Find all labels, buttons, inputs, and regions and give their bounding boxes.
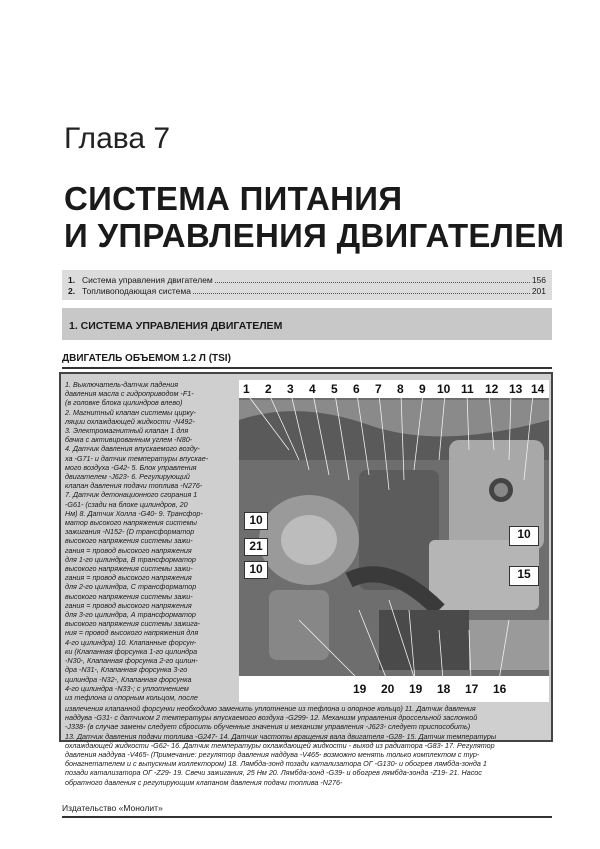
toc-entry[interactable] [62,274,552,285]
description-line: гания = провод высокого напряжения [65,573,192,583]
callout-number: 18 [437,682,451,696]
side-callout: 10 [244,512,268,530]
description-line: Нм) 8. Датчик Холла -G40- 9. Трансфор- [65,508,203,518]
side-callout: 21 [244,538,268,556]
table-of-contents [62,270,552,300]
footer-divider [62,816,552,818]
toc-entry-label: Топливоподающая система [82,286,191,296]
description-line: 4-го цилиндра) 10. Клапанные форсун- [65,637,197,647]
callout-number: 5 [331,382,338,396]
description-line: гания = провод высокого напряжения [65,600,192,610]
component-description [65,380,239,702]
toc-entry-number: 1. [68,275,76,285]
callout-number: 4 [309,382,316,396]
callout-number: 16 [493,682,507,696]
description-line: ки (Клапанная форсунка 1-го цилиндра [65,646,198,656]
description-line: обратного давления с регулирующим клапаном давления подачи топлива -N276- [65,777,343,787]
description-line: зажигания -N152- (D трансформатор [65,527,195,537]
callout-number: 7 [375,382,382,396]
description-line: (в головке блока цилиндров влево) [65,398,183,408]
description-line: двигателем -J623- 6. Регулирующий [65,472,190,482]
callout-number: 6 [353,382,360,396]
callout-number: 17 [465,682,479,696]
description-line: бонагнетателем и с выпускным коллектором) 18. Лямбда-зонд позади катализатора ОГ -G130- и обогрев лямбда-зонда 1 [65,759,487,769]
description-line: для 2-го цилиндра, С трансформатор [65,582,197,592]
description-line: цилиндра -N32-, Клапанная форсунка [65,674,192,684]
description-line: 13. Датчик давления подачи топлива -G247- 14. Датчик частоты вращения вала двигателя -G28- 15. Датчик температуры [65,731,497,741]
callout-number: 8 [397,382,404,396]
callout-number: 11 [461,382,474,396]
callout-number: 14 [531,382,545,396]
callout-number: 13 [509,382,523,396]
description-line: высокого напряжения системы зажига- [65,619,201,629]
callout-number: 3 [287,382,294,396]
toc-entry-number: 2. [68,286,76,296]
section-heading: 1. СИСТЕМА УПРАВЛЕНИЯ ДВИГАТЕЛЕМ [62,308,552,340]
engine-bay-illustration [239,380,549,702]
description-line: давления наддува -V465- (Примечание: регулятор давления наддува -V465- возможно менять только комплектом с тур- [65,750,480,760]
description-line: высокого напряжения системы зажи- [65,564,193,574]
toc-entry-label: Система управления двигателем [82,275,213,285]
description-line: ния = провод высокого напряжения для [65,628,199,638]
subsection-divider [62,367,552,369]
description-line: наддува -G31- с датчиком 2 температуры впускаемого воздуха -G299- 12. Механизм управления дроссельной заслонкой [65,713,478,723]
callout-number: 9 [419,382,426,396]
description-line: 7. Датчик детонационного сгорания 1 [65,490,198,500]
callout-number: 10 [437,382,451,396]
description-line: -J338- (в случае замены следует сбросить обученные значения и механизм управления -J623- следует приспособить) [65,722,471,732]
side-callout: 10 [244,561,268,579]
component-description-continued [65,704,549,787]
description-line: для 1-го цилиндра, В трансформатор [65,554,196,564]
description-line: гания = провод высокого напряжения [65,545,192,555]
top-callout-row [239,380,549,398]
toc-entry-page: 156 [531,275,546,285]
toc-leader-dots [215,282,530,283]
publisher-footer: Издательство «Монолит» [62,803,163,813]
callout-number: 20 [381,682,395,696]
description-line: из тефлона и опорным кольцом, после [65,692,198,702]
callout-number: 12 [485,382,499,396]
description-line: для 3-го цилиндра, А трансформатор [65,610,196,620]
description-line: 2. Магнитный клапан системы цирку- [65,407,196,417]
description-line: 4-го цилиндра -N33-; с уплотнением [65,683,189,693]
description-line: 4. Датчик давления впускаемого возду- [65,444,200,454]
side-callout: 10 [509,526,539,546]
description-line: -N30-, Клапанная форсунка 2-го цилин- [65,656,198,666]
description-line: ляции охлаждающей жидкости -N492- [65,416,195,426]
callout-number: 1 [243,382,250,396]
description-line: матор высокого напряжения системы [65,518,197,528]
chapter-title-line-2: И УПРАВЛЕНИЯ ДВИГАТЕЛЕМ [64,217,565,254]
description-line: давления масла с гидроприводом -F1- [65,389,194,399]
chapter-title [64,180,564,254]
engine-figure-box [59,372,553,787]
description-line: 3. Электромагнитный клапан 1 для [65,426,189,436]
toc-entry[interactable] [62,285,552,296]
description-line: мого воздуха -G42- 5. Блок управления [65,462,197,472]
description-line: высокого напряжения системы зажи- [65,591,193,601]
description-line: охлаждающей жидкости -G62- 16. Датчик температуры охлаждающей жидкости - выход из радиатора -G83- 17. Регулятор [65,740,495,750]
toc-leader-dots [193,293,530,294]
description-line: -G61- (сзади на блоке цилиндров, 20 [65,499,188,509]
toc-entry-page: 201 [531,286,546,296]
description-line: дра -N31-, Клапанная форсунка 3-го [65,665,188,675]
chapter-title-line-1: СИСТЕМА ПИТАНИЯ [64,180,403,217]
callout-number: 19 [353,682,367,696]
description-line: высокого напряжения системы зажи- [65,536,193,546]
callout-number: 2 [265,382,272,396]
description-line: клапан давления подачи топлива -N276- [65,481,203,491]
description-line: ха -G71- и датчик температуры впускае- [65,453,209,463]
description-line: 1. Выключатель-датчик падения [65,380,179,389]
callout-number: 19 [409,682,423,696]
subsection-heading: ДВИГАТЕЛЬ ОБЪЕМОМ 1.2 Л (TSI) [62,353,231,364]
description-line: бачка с активированным углем -N80- [65,435,193,445]
description-line: извлечения клапанной форсунки необходимо заменить уплотнение из тефлона и опорное кольцо) 11. Датчик давления [65,704,476,713]
description-line: позади катализатора ОГ -Z29- 19. Свечи зажигания, 25 Нм 20. Лямбда-зонд -G39- и обогрев лямбда-зонда -Z19- 21. Насос [65,768,482,778]
side-callout: 15 [509,566,539,586]
chapter-label: Глава 7 [64,122,171,155]
engine-bay-photo [239,380,549,702]
